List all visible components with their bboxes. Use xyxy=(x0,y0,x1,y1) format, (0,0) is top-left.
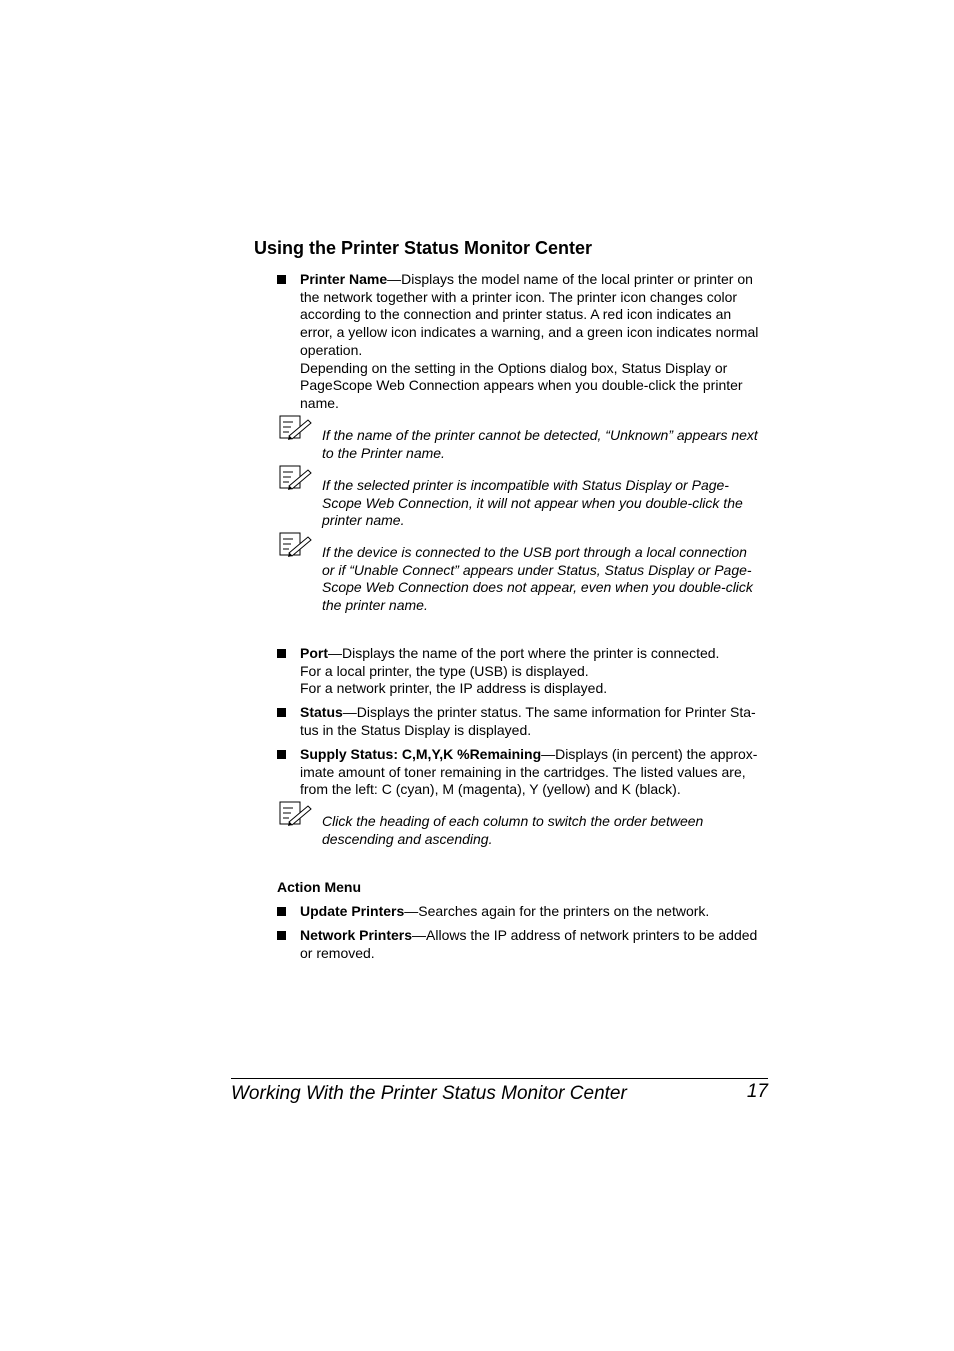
bullet-text: —Displays the name of the port where the printer is connected. xyxy=(328,645,720,661)
bullet-text: operation. xyxy=(300,341,363,358)
note-text: If the device is connected to the USB port through a local connection xyxy=(322,544,747,560)
bullet-term: Network Printers xyxy=(300,927,413,943)
bullet-square-icon xyxy=(277,750,286,759)
note-pencil-icon xyxy=(279,465,313,491)
note-text: Scope Web Connection does not appear, even when you double-click xyxy=(322,579,753,596)
action-menu-heading: Action Menu xyxy=(277,879,361,895)
bullet-text: —Displays the printer status. The same information for Printer Sta- xyxy=(342,704,756,720)
bullet-text: Depending on the setting in the Options dialog box, Status Display or xyxy=(300,359,728,376)
bullet-square-icon xyxy=(277,649,286,658)
note-text: Scope Web Connection, it will not appear when you double-click the xyxy=(322,494,743,511)
note-text: or if “Unable Connect” appears under Status, Status Display or Page- xyxy=(322,561,752,578)
bullet-text: PageScope Web Connection appears when you double-click the printer xyxy=(300,377,743,394)
note-text: to the Printer name. xyxy=(322,444,445,461)
bullet-text: name. xyxy=(300,394,339,411)
bullet-text: —Displays (in percent) the approx- xyxy=(541,746,758,762)
bullet-text: —Displays the model name of the local printer or printer on xyxy=(387,271,753,287)
bullet-text: from the left: C (cyan), M (magenta), Y (yellow) and K (black). xyxy=(300,781,681,798)
bullet-text: For a network printer, the IP address is displayed. xyxy=(300,680,608,697)
bullet-square-icon xyxy=(277,907,286,916)
section-heading: Using the Printer Status Monitor Center xyxy=(254,238,593,258)
note-pencil-icon xyxy=(279,415,313,441)
note-pencil-icon xyxy=(279,801,313,827)
note-text: Click the heading of each column to switch the order between xyxy=(322,813,704,829)
bullet-text: or removed. xyxy=(300,944,375,961)
note-text: descending and ascending. xyxy=(322,830,493,847)
bullet-square-icon xyxy=(277,931,286,940)
bullet-square-icon xyxy=(277,275,286,284)
bullet-text: tus in the Status Display is displayed. xyxy=(300,721,532,738)
bullet-text: error, a yellow icon indicates a warning, and a green icon indicates normal xyxy=(300,324,759,341)
note-text: If the selected printer is incompatible with Status Display or Page- xyxy=(322,477,729,493)
bullet-term: Status xyxy=(300,704,343,720)
bullet-text: imate amount of toner remaining in the cartridges. The listed values are, xyxy=(300,763,746,780)
bullet-term: Port xyxy=(300,645,328,661)
footer-title: Working With the Printer Status Monitor Center xyxy=(231,1083,627,1104)
bullet-term: Update Printers xyxy=(300,903,405,919)
bullet-term: Printer Name xyxy=(300,271,388,287)
bullet-text: according to the connection and printer status. A red icon indicates an xyxy=(300,306,732,323)
bullet-text: the network together with a printer icon. The printer icon changes color xyxy=(300,288,738,305)
note-text: the printer name. xyxy=(322,597,428,614)
bullet-term: Supply Status: C,M,Y,K %Remaining xyxy=(300,746,542,762)
bullet-text: —Searches again for the printers on the network. xyxy=(404,903,710,919)
footer-rule xyxy=(231,1078,768,1079)
bullet-square-icon xyxy=(277,708,286,717)
bullet-text: For a local printer, the type (USB) is displayed. xyxy=(300,662,589,679)
note-text: printer name. xyxy=(322,512,405,529)
page-number: 17 xyxy=(746,1081,768,1102)
bullet-text: —Allows the IP address of network printers to be added xyxy=(412,927,758,943)
note-pencil-icon xyxy=(279,532,313,558)
note-text: If the name of the printer cannot be detected, “Unknown” appears next xyxy=(322,427,758,443)
